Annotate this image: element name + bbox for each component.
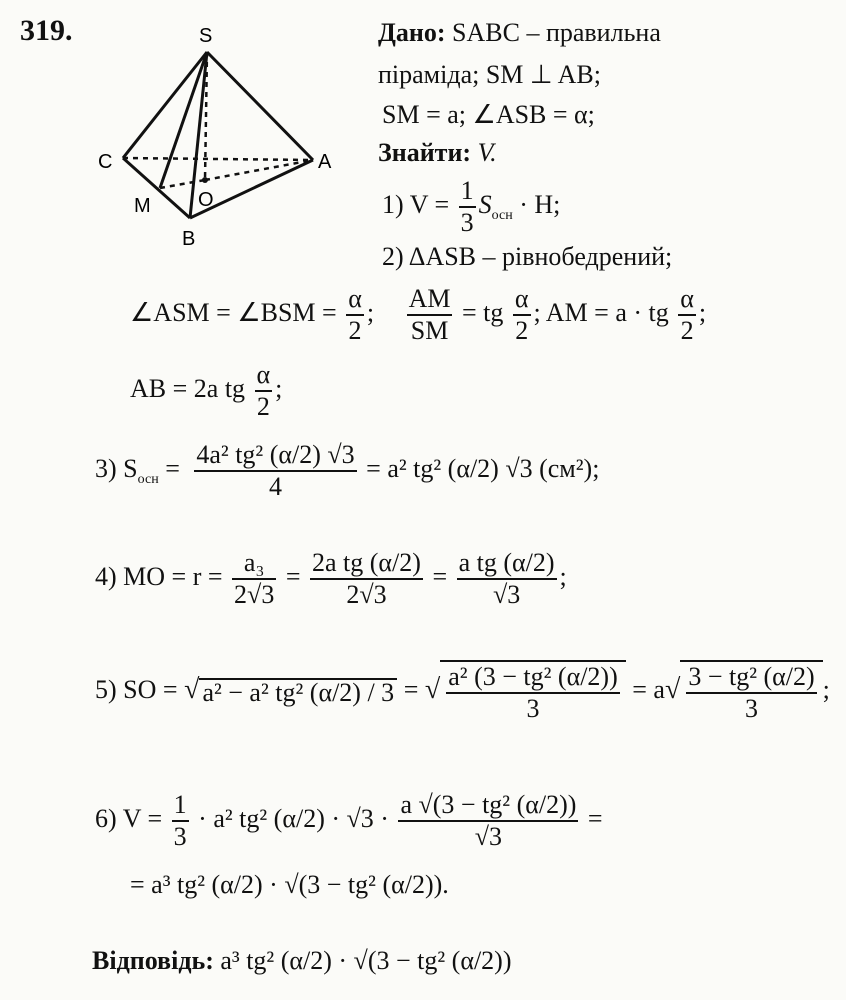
fraction-alpha-2: [678, 284, 696, 346]
semicolon: ;: [275, 373, 283, 403]
frac-num: 3 − tg² (α/2): [688, 662, 815, 691]
find-label: Знайти:: [378, 138, 472, 167]
step-5-pre: 5) SO =: [95, 674, 178, 704]
frac-den: 3: [173, 821, 187, 851]
radicand-2: [440, 660, 626, 724]
answer: [92, 948, 511, 974]
label-A: A: [318, 151, 332, 173]
frac-den: 2: [513, 314, 531, 346]
fraction-radicand: [686, 662, 816, 724]
volume-middle: · a² tg² (α/2) · √3 ·: [198, 803, 389, 833]
radical-sign: √: [424, 673, 441, 705]
am-expression: ; AM = a · tg: [533, 297, 669, 327]
frac-den: √3: [398, 820, 578, 852]
step-6-pre: 6) V =: [95, 803, 163, 833]
fraction-a-tg: [457, 548, 557, 610]
answer-value: a³ tg² (α/2) · √(3 − tg² (α/2)): [220, 946, 512, 975]
radical-sign: √: [664, 673, 681, 705]
answer-label: Відповідь:: [92, 946, 214, 975]
frac-num: 1: [173, 790, 187, 819]
frac-num: AM: [408, 284, 451, 313]
frac-num: 2a tg (α/2): [312, 548, 421, 577]
frac-num: α: [514, 284, 529, 313]
angles-equality: ∠ASM = ∠BSM =: [130, 297, 337, 327]
semicolon: ;: [559, 561, 567, 591]
step-6: [95, 790, 603, 852]
given-line-2: піраміда; SM ⊥ AB;: [378, 60, 601, 89]
given-line-1: [378, 20, 661, 46]
frac-den: 3: [686, 692, 816, 724]
semicolon: ;: [822, 674, 830, 704]
label-B: B: [182, 228, 196, 250]
step-1-pre: 1) V =: [382, 189, 456, 219]
edge-CA-hidden: [123, 158, 313, 160]
frac-den: √3: [457, 578, 557, 610]
step-1: [382, 176, 560, 238]
step-5: 5) SO = √ a² − a² tg² (α/2) / 3 = √ $\frac{\text{a² (3 − tg² (α/2))}}{3}$ = a√ $\frac{\text{3 − tg² (α/2)}}{3}$ ;: [95, 662, 830, 723]
fraction-alpha-2: [513, 284, 531, 346]
edge-SA: [207, 52, 313, 160]
frac-num: 1: [460, 176, 474, 205]
frac-num: a² (3 − tg² (α/2)): [448, 662, 618, 691]
step-4: 4) MO = r = $\frac{\text{a₃}}{2√3}$ = $\frac{\text{2a tg (α/2)}}{2√3}$ = $\frac{\text{a tg (α/2)}}{√3}$ ;: [95, 548, 567, 609]
step-3: [95, 440, 599, 502]
fraction-volume: [398, 790, 578, 852]
semicolon: ;: [366, 297, 375, 327]
semicolon: ;: [698, 297, 707, 327]
tg-text: = tg: [461, 297, 504, 327]
equals: =: [587, 803, 603, 833]
step-6-result: = a³ tg² (α/2) · √(3 − tg² (α/2)).: [130, 870, 449, 899]
frac-num: α: [348, 284, 362, 313]
frac-den: 2√3: [234, 579, 275, 609]
frac-num: a tg (α/2): [458, 548, 555, 577]
equals: =: [158, 453, 180, 483]
ab-expression: AB = 2a tg: [130, 373, 246, 403]
frac-den: 2: [255, 390, 273, 422]
step-2-angles: [130, 284, 706, 346]
frac-num: 4a² tg² (α/2) √3: [196, 440, 355, 469]
fraction-a3: [232, 548, 276, 610]
frac-den: 3: [446, 692, 620, 724]
frac-num: α: [256, 360, 271, 389]
segment-OA-hidden: [205, 160, 313, 180]
frac-den: 2: [678, 314, 696, 346]
label-S: S: [199, 25, 213, 47]
fraction-2a-tg: [310, 548, 423, 610]
label-M: M: [134, 195, 151, 217]
radicand-1: a² − a² tg² (α/2) / 3: [199, 678, 397, 706]
label-O: O: [198, 189, 214, 211]
step-3-pre: 3) S: [95, 453, 138, 483]
radical-sign: √: [184, 673, 200, 705]
given-text-1: SABC – правильна: [452, 18, 661, 47]
frac-den: SM: [407, 314, 453, 346]
point-O: [202, 177, 208, 183]
label-C: C: [98, 151, 113, 173]
step-2: 2) ΔASB – рівнобедрений;: [382, 242, 673, 271]
frac-den: 3: [460, 207, 474, 237]
frac-den: 2: [346, 314, 364, 346]
step-4-pre: 4) MO = r =: [95, 561, 223, 591]
frac-den: 2√3: [310, 578, 423, 610]
given-line-3: SM = a; ∠ASB = α;: [382, 100, 595, 129]
frac-num: α: [680, 284, 694, 313]
given-label: Дано:: [378, 18, 446, 47]
step-1-post: · H;: [512, 189, 561, 219]
frac-num: a₃: [243, 548, 265, 577]
frac-num: a √(3 − tg² (α/2)): [400, 790, 577, 819]
fraction-alpha-2: [346, 284, 364, 346]
equals-a: = a: [632, 674, 665, 704]
segment-MO-hidden: [160, 180, 205, 188]
radicand-3: [680, 660, 822, 724]
area-symbol: S: [478, 189, 492, 219]
fraction-alpha-2: [255, 360, 273, 422]
fraction-1-3: [459, 176, 476, 238]
fraction-1-3: [172, 790, 189, 852]
fraction-AM-SM: [407, 284, 453, 346]
find-value: V.: [477, 138, 497, 167]
fraction-area: [194, 440, 356, 502]
problem-number: 319.: [20, 14, 73, 47]
find-line: [378, 140, 497, 166]
frac-den: 4: [194, 470, 356, 502]
area-subscript: осн: [491, 207, 513, 223]
area-result: = a² tg² (α/2) √3 (см²);: [366, 453, 600, 483]
step-2-ab: [130, 360, 282, 422]
area-subscript: осн: [137, 471, 159, 487]
fraction-radicand: [446, 662, 620, 724]
pyramid-figure: [90, 20, 350, 250]
edge-SC: [123, 52, 207, 158]
